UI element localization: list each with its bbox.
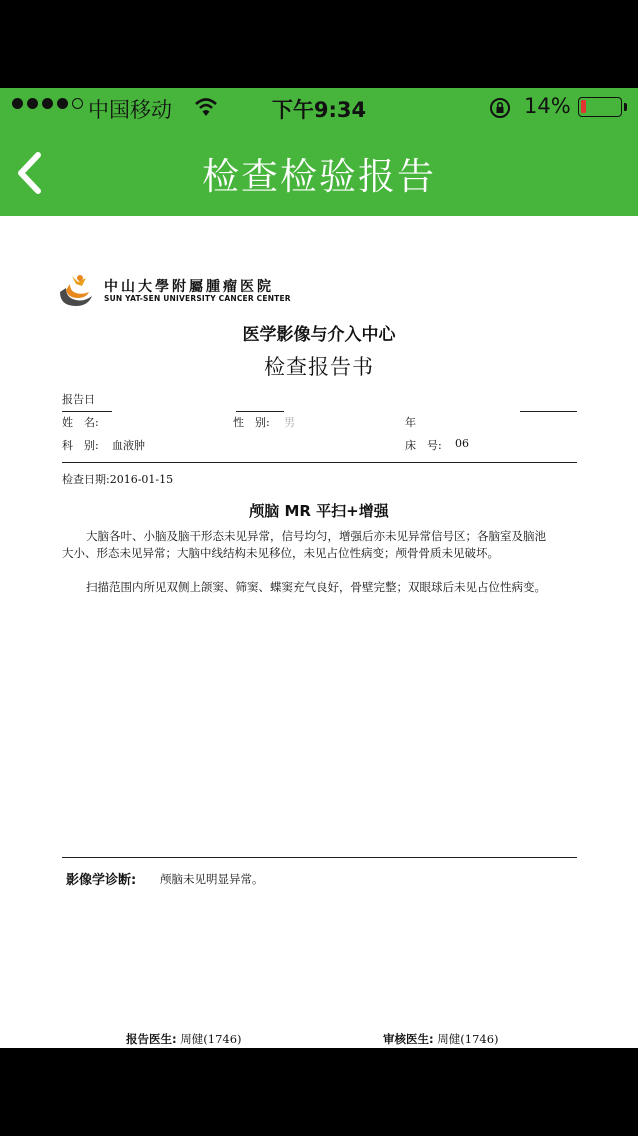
carrier-label: 中国移动 bbox=[88, 98, 172, 122]
hospital-name-en: SUN YAT-SEN UNIVERSITY CANCER CENTER bbox=[104, 294, 291, 303]
battery-icon bbox=[578, 97, 622, 117]
gender-underline bbox=[236, 411, 284, 412]
findings-paragraph-2: 扫描范围内所见双侧上颌窦、筛窦、蝶窦充气良好，骨壁完整；双眼球后未见占位性病变。 bbox=[86, 580, 546, 594]
gender-value: 男 bbox=[284, 416, 295, 429]
report-title: 检查报告书 bbox=[264, 355, 374, 379]
exam-title: 颅脑 MR 平扫+增强 bbox=[249, 502, 389, 520]
report-doctor bbox=[126, 1031, 242, 1047]
status-time: 下午9:34 bbox=[271, 98, 367, 122]
status-bar bbox=[0, 88, 638, 128]
department-title: 医学影像与介入中心 bbox=[242, 325, 396, 345]
top-black-bar bbox=[0, 0, 638, 88]
hospital-logo-icon bbox=[56, 272, 96, 308]
age-underline bbox=[520, 411, 577, 412]
report-doctor-value: 周健(1746) bbox=[180, 1032, 242, 1046]
exam-date-label: 检查日期: bbox=[62, 473, 110, 486]
bed-value: 06 bbox=[455, 437, 469, 450]
date-underline bbox=[62, 411, 112, 412]
dept-label: 科 别: bbox=[62, 439, 99, 452]
battery-percent: 14% bbox=[524, 94, 571, 118]
bottom-black-bar bbox=[0, 1048, 638, 1136]
page-title: 检查检验报告 bbox=[202, 155, 436, 198]
dept-value: 血液肿 bbox=[112, 439, 145, 452]
exam-date-value: 2016-01-15 bbox=[109, 473, 174, 486]
report-date-label: 报告日 bbox=[62, 393, 95, 406]
report-doctor-label: 报告医生: bbox=[126, 1032, 177, 1046]
rotation-lock-icon bbox=[488, 96, 512, 120]
nav-bar bbox=[0, 128, 638, 216]
review-doctor-label: 审核医生: bbox=[383, 1032, 434, 1046]
battery-level bbox=[581, 100, 586, 113]
exam-date bbox=[62, 471, 173, 487]
findings-paragraph-1: 大脑各叶、小脑及脑干形态未见异常，信号均匀，增强后亦未见异常信号区；各脑室及脑池大小、形态未见异常；大脑中线结构未见移位，未见占位性病变；颅骨骨质未见破坏。 bbox=[62, 529, 546, 560]
review-doctor bbox=[383, 1031, 499, 1047]
report-viewer[interactable] bbox=[0, 216, 638, 1048]
report-document bbox=[0, 216, 638, 1048]
name-label: 姓 名: bbox=[62, 416, 99, 429]
hospital-name-cn: 中山大學附屬腫瘤医院 bbox=[104, 279, 274, 295]
review-doctor-value: 周健(1746) bbox=[437, 1032, 499, 1046]
bed-label: 床 号: bbox=[405, 439, 442, 452]
header-divider bbox=[62, 462, 577, 463]
diagnosis-label: 影像学诊断: bbox=[66, 873, 137, 888]
age-fragment: 年 bbox=[405, 416, 416, 429]
gender-label: 性 别: bbox=[233, 416, 270, 429]
diagnosis-text: 颅脑未见明显异常。 bbox=[160, 872, 264, 886]
diagnosis-divider bbox=[62, 857, 577, 858]
